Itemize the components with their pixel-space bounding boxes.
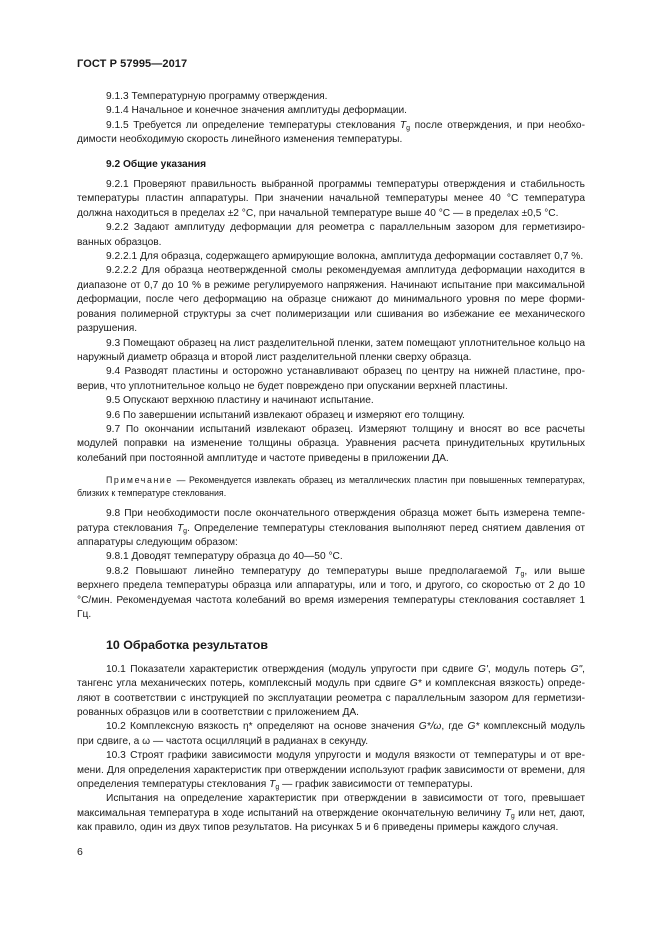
paragraph-9-2-2-1: 9.2.2.1 Для образца, содержащего армирующие волокна, амплитуда деформации составляет 0,7 %. [106, 251, 584, 263]
paragraph-9-3: 9.3 Помещают образец на лист разделительной пленки, затем помещают уплотнительное кольцо на наружный диаметр образца и второй лист разделительной пленки сверху образца. [77, 337, 585, 363]
paragraph-9-2-1: 9.2.1 Проверяют правильность выбранной программы температуры отверждения и стабильность температуры пластин аппаратуры. При значении начальной температуры менее 40 °C температура должна находиться в пределах ±2 °C, при начальной температуре выше 40 °C — в пределах ±0,5 °C. [77, 179, 585, 219]
paragraph-9-7: 9.7 По окончании испытаний извлекают образец. Измеряют толщину и вносят во все расчеты модулей поправки на изменение толщины образца. Уравнения расчета принудительных крутильных колебаний при постоянной амплитуде и частоте приведены в приложении ДА. [77, 423, 585, 464]
section-heading-10: 10 Обработка результатов [106, 638, 268, 653]
paragraph-10-1: 10.1 Показатели характеристик отверждения (модуль упругости при сдвиге G', модуль потерь G", тангенс угла механических потерь, комплексный модуль при сдвиге G* и комплексная вязкость) определяют в соответствии с инструкцией по эксплуатации реометра с параллельным зазором для герметизированных образцов или в соответствии с приложением ДА. [77, 663, 586, 719]
paragraph-9-2-2: 9.2.2 Задают амплитуду деформации для реометра с параллельным зазором для герметизированных образцов. [77, 222, 585, 248]
paragraph-10-3: 10.3 Строят графики зависимости модуля упругости и модуля вязкости от температуры и от времени. Для определения характеристик при отверждении используют график зависимости от времени, для определения температуры стеклования $T_g$ — график зависимости от температуры. [77, 750, 585, 792]
paragraph-9-1-3: 9.1.3 Температурную программу отверждения. [106, 91, 328, 102]
paragraph-10-3-continued: Испытания на определение характеристик при отверждении в зависимости от того, превышает максимальная температура в ходе испытаний на отверждение окончательную величину $T_g$ или нет, дают, как правило, один из двух типов результатов. На рисунках 5 и 6 приведены примеры каждого случая. [77, 793, 586, 834]
paragraph-10-2: 10.2 Комплексную вязкость η* определяют на основе значения G*/ω, где G* комплексный модуль при сдвиге, а ω — частота осцилляций в радианах в секунду. [77, 721, 586, 747]
paragraph-9-8-2: 9.8.2 Повышают линейно температуру до температуры выше предполагаемой $T_g$, или выше верхнего предела температуры образца или аппаратуры, или и того, и другого, со скоростью от 2 до 10 °C/мин. Рекомендуемая частота колебаний во время измерения температуры стеклования составляет 1 Гц. [77, 565, 585, 620]
note [77, 474, 585, 499]
paragraph-9-8: 9.8 При необходимости после окончательного отверждения образца может быть измерена температура стеклования $T_g$. Определение температуры стеклования выполняют перед снятием давления от аппаратуры следующим образом: [77, 508, 585, 548]
note-text: — Рекомендуется извлекать образец из металлических пластин при повышенных температурах, близких к температуре стеклования. [77, 475, 585, 498]
paragraph-9-2-2-2: 9.2.2.2 Для образца неотвержденной смолы рекомендуемая амплитуда деформации находится в диапазоне от 0,7 до 10 % в режиме регулируемого напряжения. Начинают испытание при максимальной деформации, после чего деформацию на образце снижают до минимального уровня по мере формирования полимерной структуры за счет полимеризации или сшивания во избежание ее механического разрушения. [77, 265, 585, 335]
paragraph-9-1-5: 9.1.5 Требуется ли определение температуры стеклования $T_g$ после отверждения, и при необходимости необходимую скорость линейного изменения температуры. [77, 119, 585, 146]
subsection-heading-9-2: 9.2 Общие указания [106, 158, 207, 170]
paragraph-9-1-4: 9.1.4 Начальное и конечное значения амплитуды деформации. [106, 105, 407, 117]
note-label: Примечание [106, 475, 173, 486]
paragraph-9-4: 9.4 Разводят пластины и осторожно устанавливают образец по центру на нижней пластине, проверив, что уплотнительное кольцо не будет повреждено при опускании верхней пластины. [77, 366, 585, 392]
paragraph-9-5: 9.5 Опускают верхнюю пластину и начинают испытание. [106, 395, 374, 407]
document-body [77, 90, 585, 836]
document-header: ГОСТ Р 57995—2017 [77, 58, 188, 70]
paragraph-9-8-1: 9.8.1 Доводят температуру образца до 40—50 °C. [106, 551, 343, 563]
page-number: 6 [77, 846, 83, 858]
paragraph-9-6: 9.6 По завершении испытаний извлекают образец и измеряют его толщину. [106, 409, 465, 421]
